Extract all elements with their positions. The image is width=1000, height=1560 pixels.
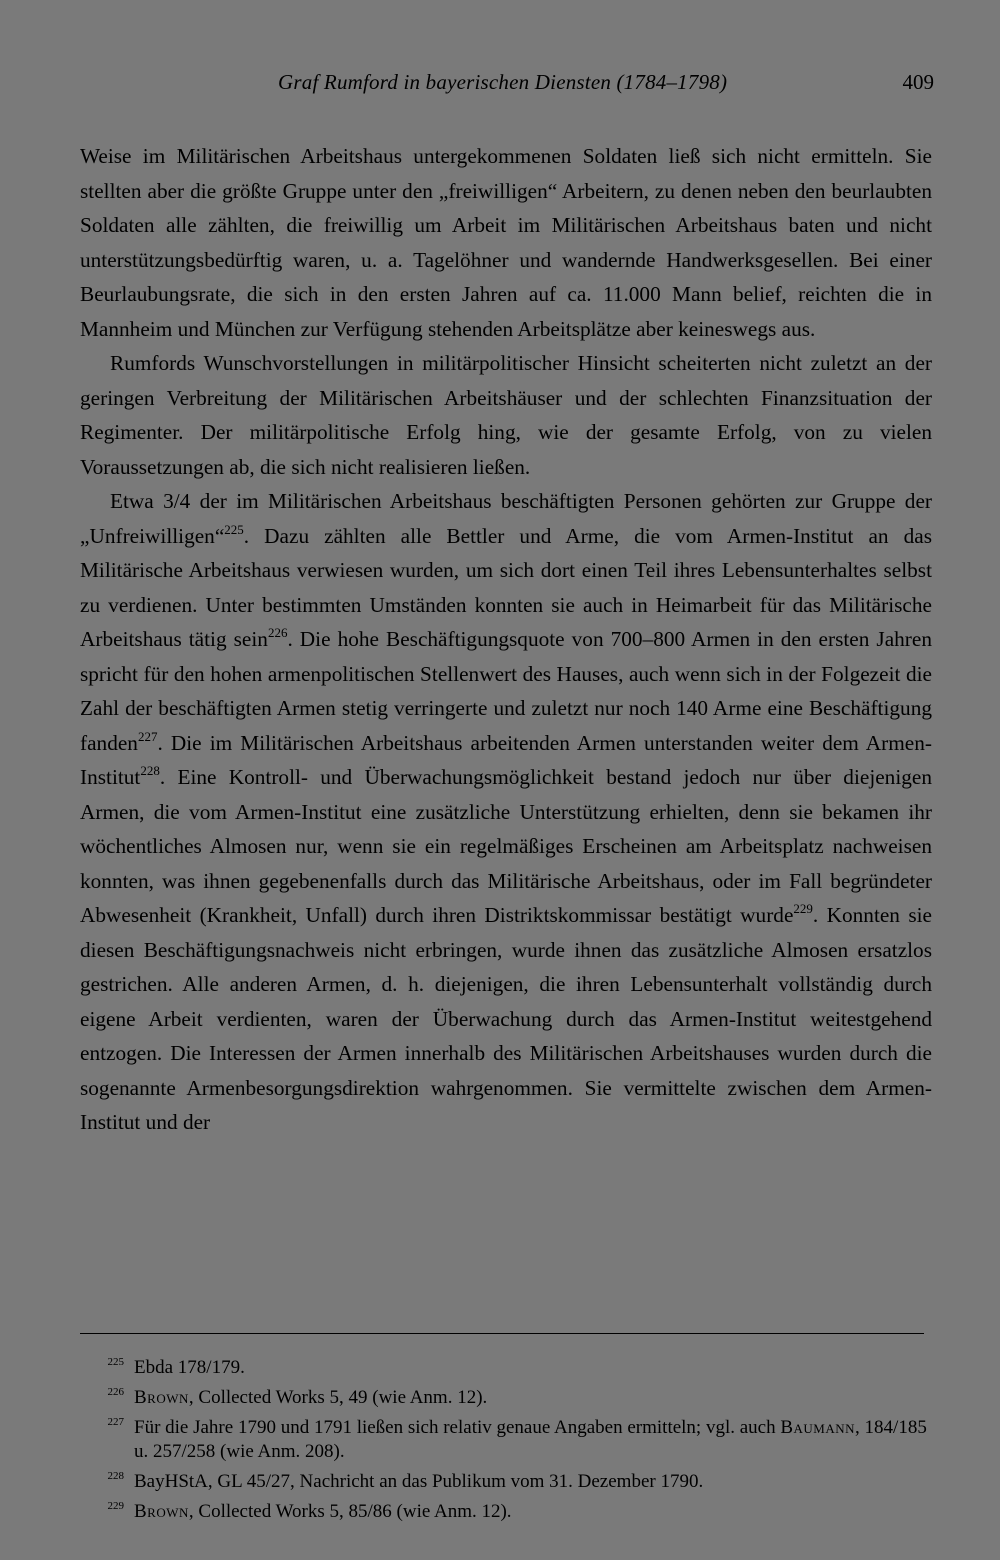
footnote-number: 229: [107, 1500, 124, 1512]
footnote-text: BayHStA, GL 45/27, Nachricht an das Publikum vom 31. Dezember 1790.: [134, 1471, 704, 1492]
footnote-226: [80, 1380, 932, 1410]
footnote-number: 227: [107, 1416, 124, 1428]
footnote-ref-225[interactable]: 225: [224, 521, 244, 537]
footnote-228: [80, 1464, 932, 1494]
footnote-227: [80, 1410, 932, 1464]
footnote-229: [80, 1494, 932, 1524]
text-span: . Dazu zählten alle Bettler und Arme, die vom Armen-Institut an das Militärische Arbeitshaus verwiesen wurden, um sich dort einen Teil ihres Lebensunterhaltes selbst zu verdienen. Unter bestimmten Umständen konnten sie auch in Heimarbeit für das Militärische Arbeitshaus tätig sein: [80, 523, 932, 651]
footnote-ref-227[interactable]: 227: [137, 728, 158, 744]
footnote-author: Baumann: [780, 1417, 856, 1438]
footnote-ref-226[interactable]: 226: [267, 625, 288, 640]
text-span: . Die hohe Beschäftigungsquote von 700–800 Armen in den ersten Jahren spricht für den hohen armenpolitischen Stellenwert des Hauses, auch wenn sich in der Folgezeit die Zahl der beschäftigten Armen stetig verringerte und zuletzt nur noch 140 Arme eine Beschäftigung fanden: [80, 627, 933, 755]
footnote-ref-229[interactable]: 229: [793, 901, 813, 916]
footnote-text: Für die Jahre 1790 und 1791 ließen sich relativ genaue Angaben ermitteln; vgl. auch: [134, 1417, 781, 1438]
footnote-number: 225: [107, 1356, 124, 1368]
main-text: [80, 139, 932, 1140]
paragraph-3: [80, 484, 932, 1140]
running-title: Graf Rumford in bayerischen Diensten (1784–1798): [278, 70, 728, 94]
text-span: Etwa 3/4 der im Militärischen Arbeitshaus beschäftigten Personen gehörten zur Gruppe der „Unfreiwilligen“: [80, 489, 932, 548]
paragraph-1: Weise im Militärischen Arbeitshaus untergekommenen Soldaten ließ sich nicht ermitteln. Sie stellten aber die größte Gruppe unter den „freiwilligen“ Arbeitern, zu denen neben den beurlaubten Soldaten alle zählten, die freiwillig um Arbeit im Militärischen Arbeitshaus baten und nicht unterstützungsbedürftig waren, u. a. Tagelöhner und wandernde Handwerksgesellen. Bei einer Beurlaubungsrate, die sich in den ersten Jahren auf ca. 11.000 Mann belief, reichten die in Mannheim und München zur Verfügung stehenden Arbeitsplätze aber keineswegs aus.: [80, 144, 932, 341]
footnote-divider: [80, 1333, 924, 1334]
footnote-225: [80, 1350, 932, 1380]
text-span: . Konnten sie diesen Beschäftigungsnachweis nicht erbringen, wurde ihnen das zusätzliche Almosen ersatzlos gestrichen. Alle anderen Armen, d. h. diejenigen, die ihren Lebensunterhalt vollständig durch eigene Arbeit verdienten, waren der Überwachung durch das Armen-Institut weitestgehend entzogen. Die Interessen der Armen innerhalb des Militärischen Arbeitshauses wurden durch die sogenannte Armenbesorgungsdirektion wahrgenommen. Sie vermittelte zwischen dem Armen-Institut und der: [80, 903, 932, 1134]
footnote-number: 226: [107, 1386, 124, 1398]
footnotes: [80, 1350, 932, 1524]
text-span: . Die im Militärischen Arbeitshaus arbeitenden Armen unterstanden weiter dem Armen-Institut: [80, 730, 932, 789]
paragraph-2: Rumfords Wunschvorstellungen in militärpolitischer Hinsicht scheiterten nicht zuletzt an der geringen Verbreitung der Militärischen Arbeitshäuser und der schlechten Finanzsituation der Regimenter. Der militärpolitische Erfolg hing, wie der gesamte Erfolg, von zu vielen Voraussetzungen ab, die sich nicht realisieren ließen.: [80, 351, 932, 479]
footnote-text: , Collected Works 5, 85/86 (wie Anm. 12).: [188, 1501, 512, 1522]
footnote-author: Brown: [134, 1387, 189, 1408]
page-number: 409: [902, 70, 934, 94]
footnote-number: 228: [107, 1470, 124, 1482]
footnote-text: Ebda 178/179.: [134, 1357, 245, 1378]
footnote-text: , 184/185 u. 257/258 (wie Anm. 208).: [134, 1417, 927, 1462]
footnote-author: Brown: [134, 1501, 189, 1522]
footnote-text: , Collected Works 5, 49 (wie Anm. 12).: [188, 1387, 488, 1408]
text-span: . Eine Kontroll- und Überwachungsmöglichkeit bestand jedoch nur über diejenigen Armen, die vom Armen-Institut eine zusätzliche Unterstützung erhielten, denn sie bekamen ihr wöchentliches Almosen nur, wenn sie ein regelmäßiges Erscheinen am Arbeitsplatz nachweisen konnten, was ihnen gegebenenfalls durch das Militärische Arbeitshaus, oder im Fall begründeter Abwesenheit (Krankheit, Unfall) durch ihren Distriktskommissar bestätigt wurde: [80, 765, 932, 927]
footnote-ref-228[interactable]: 228: [140, 763, 160, 778]
running-header: [78, 70, 934, 104]
